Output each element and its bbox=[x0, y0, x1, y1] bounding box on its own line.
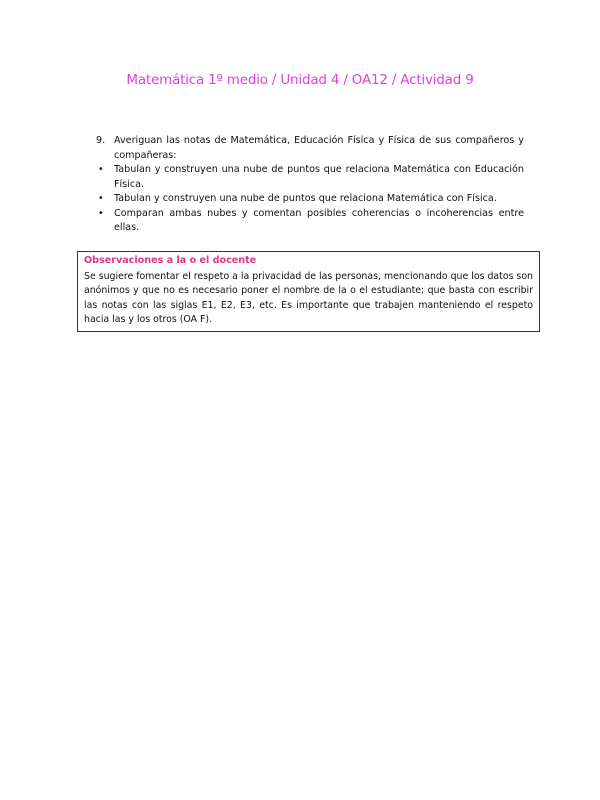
list-item-text: Comparan ambas nubes y comentan posibles coherencias o incoherencias entre ellas. bbox=[114, 207, 524, 233]
teacher-observations-box bbox=[77, 251, 540, 332]
bullet-icon: • bbox=[98, 164, 104, 175]
list-item bbox=[92, 192, 524, 207]
activity-number: 9. bbox=[96, 135, 106, 146]
page-title: Matemática 1º medio / Unidad 4 / OA12 / Actividad 9 bbox=[126, 72, 474, 88]
list-item-text: Tabulan y construyen una nube de puntos que relaciona Matemática con Física. bbox=[114, 193, 497, 204]
list-item bbox=[92, 163, 524, 192]
observations-text: Se sugiere fomentar el respeto a la privacidad de las personas, mencionando que los datos son anónimos y que no es necesario poner el nombre de la o el estudiante; que basta con escribir las notas con las siglas E1, E2, E3, etc. Es importante que trabajen manteniendo el respeto hacia las y los otros (OA F). bbox=[84, 271, 533, 325]
bullet-icon: • bbox=[98, 207, 104, 219]
list-item-text: Tabulan y construyen una nube de puntos que relaciona Matemática con Educación Física. bbox=[114, 164, 524, 190]
activity-intro bbox=[92, 134, 524, 163]
bullet-icon: • bbox=[98, 193, 104, 204]
activity-list bbox=[92, 134, 524, 236]
observations-title: Observaciones a la o el docente bbox=[84, 255, 257, 266]
list-item bbox=[92, 207, 524, 236]
activity-intro-text: Averiguan las notas de Matemática, Educación Física y Física de sus compañeros y compañeras: bbox=[114, 135, 524, 161]
